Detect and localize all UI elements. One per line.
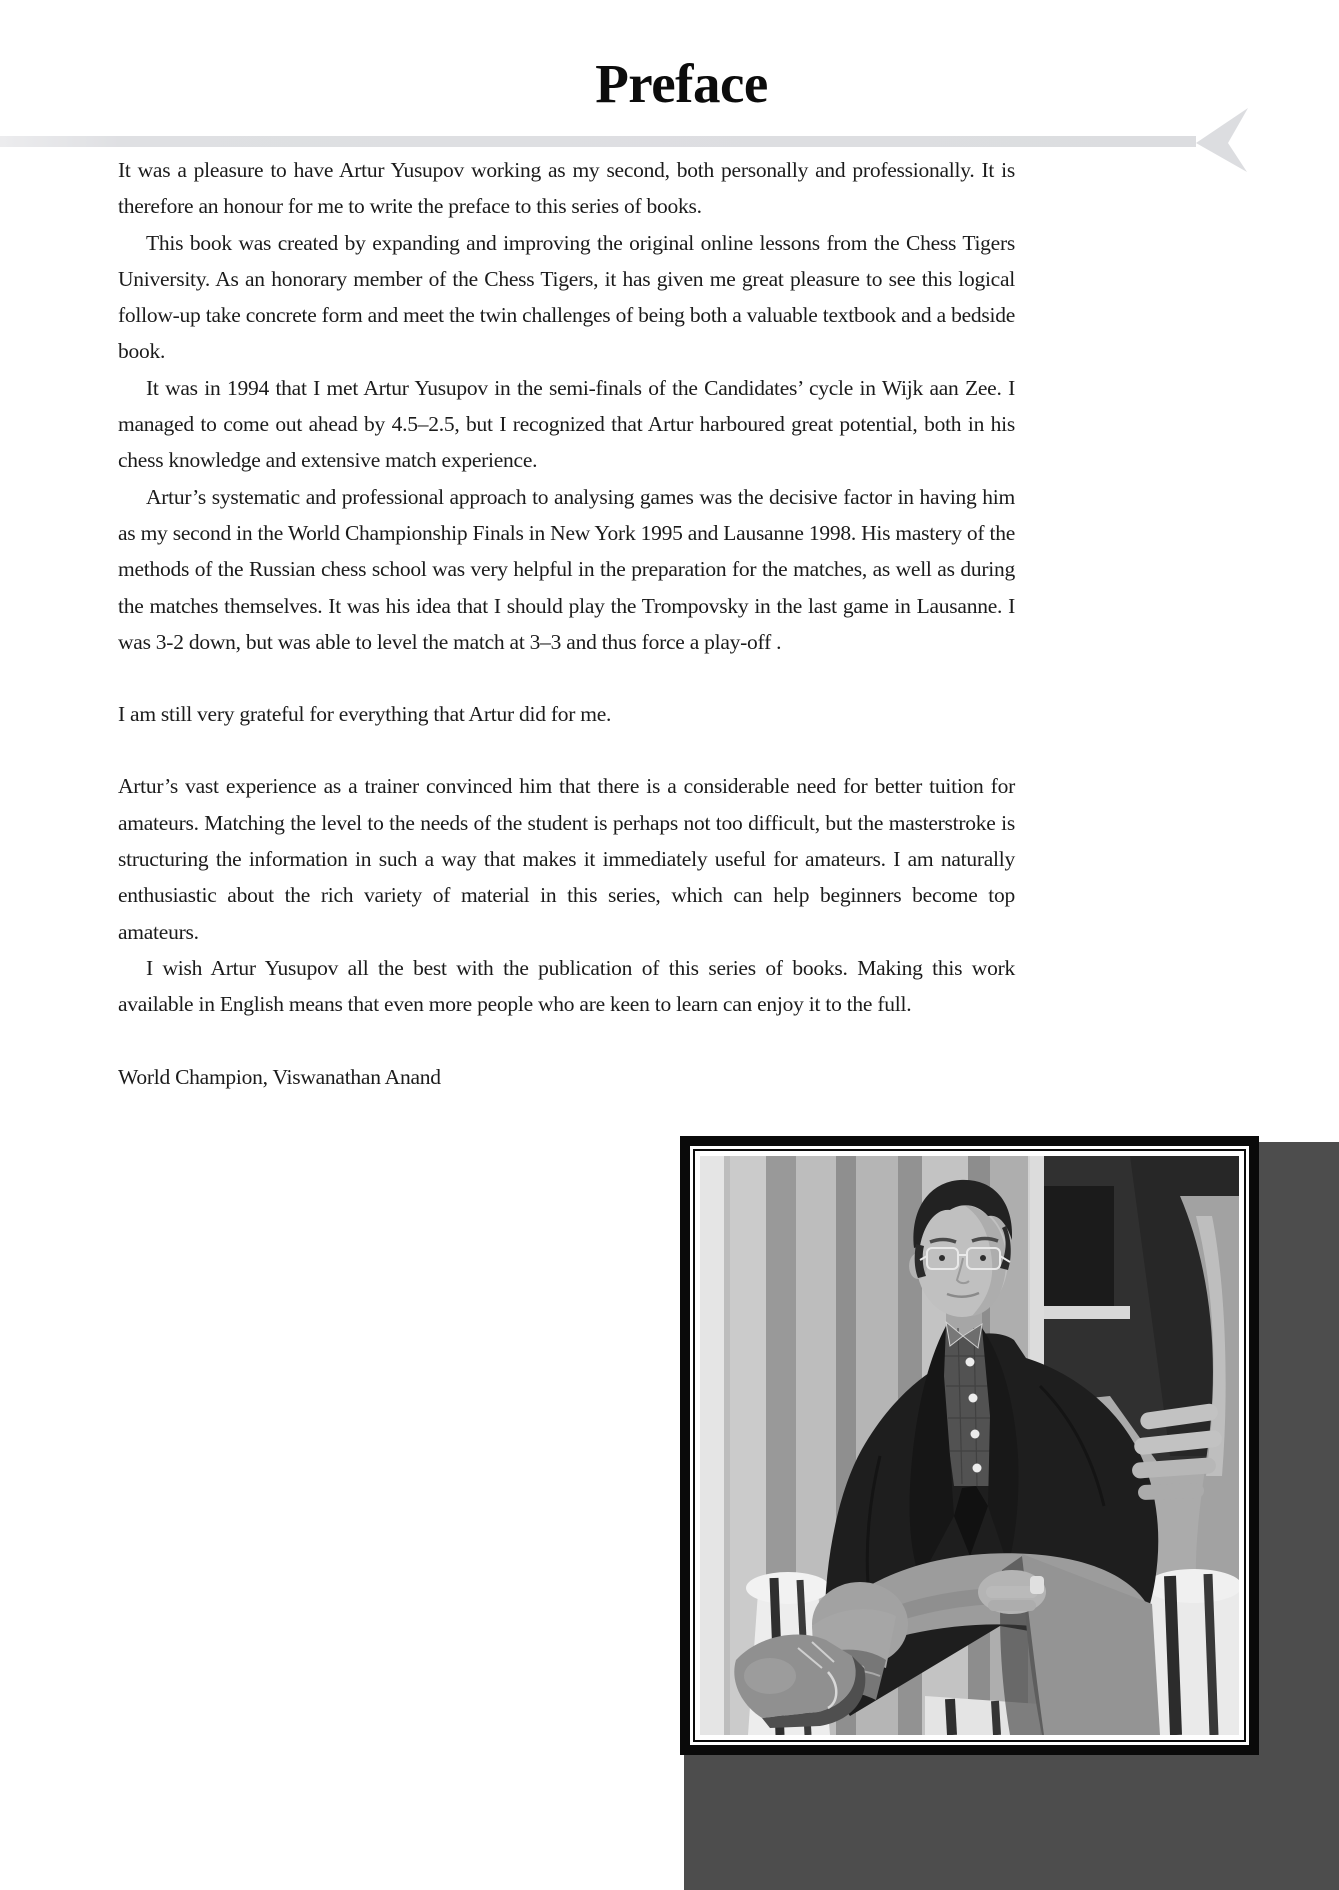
hand-on-ankle: [978, 1570, 1046, 1614]
photo-mat-line: [693, 1149, 1246, 1742]
photo-mat-inner: [695, 1151, 1244, 1740]
eye: [980, 1255, 986, 1261]
preface-paragraph: This book was created by expanding and improving the original online lessons from the Chess Tigers University. As an honorary member of the Chess Tigers, it has given me great pleasure to see this logical follow-up take concrete form and meet the twin challenges of being both a valuable textbook and a bedside book.: [118, 230, 1015, 364]
preface-paragraph: Artur’s vast experience as a trainer convinced him that there is a considerable need for better tuition for amateurs. Matching the level to the needs of the student is perhaps not too difficult, but the masterstroke is structuring the information in such a way that makes it immediately useful for amateurs. I am naturally enthusiastic about the rich variety of material in this series, which can help beginners become top amateurs.: [118, 774, 1015, 944]
preface-paragraph: It was a pleasure to have Artur Yusupov working as my second, both personally and professionally. It is therefore an honour for me to write the preface to this series of books.: [118, 158, 1015, 219]
preface-paragraph: I am still very grateful for everything that Artur did for me.: [118, 702, 612, 727]
eye: [939, 1255, 945, 1261]
preface-paragraph: Artur’s systematic and professional approach to analysing games was the decisive factor in having him as my second in the World Championship Finals in New York 1995 and Lausanne 1998. His mastery of the methods of the Russian chess school was very helpful in the preparation for the matches, as well as during the matches themselves. It was his idea that I should play the Trompovsky in the last game in Lausanne. I was 3-2 down, but was able to level the match at 3–3 and thus force a play-off .: [118, 484, 1015, 654]
header-arrow-icon: [1194, 106, 1250, 174]
page-title: Preface: [595, 53, 768, 114]
photo-illustration: [700, 1156, 1239, 1735]
photo-mat-outer: [690, 1146, 1249, 1745]
armchair-right-arm: [1146, 1569, 1239, 1735]
photo-frame: [680, 1136, 1259, 1755]
preface-paragraph: It was in 1994 that I met Artur Yusupov in the semi-finals of the Candidates’ cycle in Wijk aan Zee. I managed to come out ahead by 4.5–2.5, but I recognized that Artur harboured great potential, both in his chess knowledge and extensive match experience.: [118, 375, 1015, 473]
preface-paragraph: I wish Artur Yusupov all the best with the publication of this series of books. Making this work available in English means that even more people who are keen to learn can enjoy it to the full.: [118, 955, 1015, 1017]
header-rule: [0, 136, 1196, 147]
signature-line: World Champion, Viswanathan Anand: [118, 1064, 441, 1089]
preface-text: [118, 152, 1015, 1095]
